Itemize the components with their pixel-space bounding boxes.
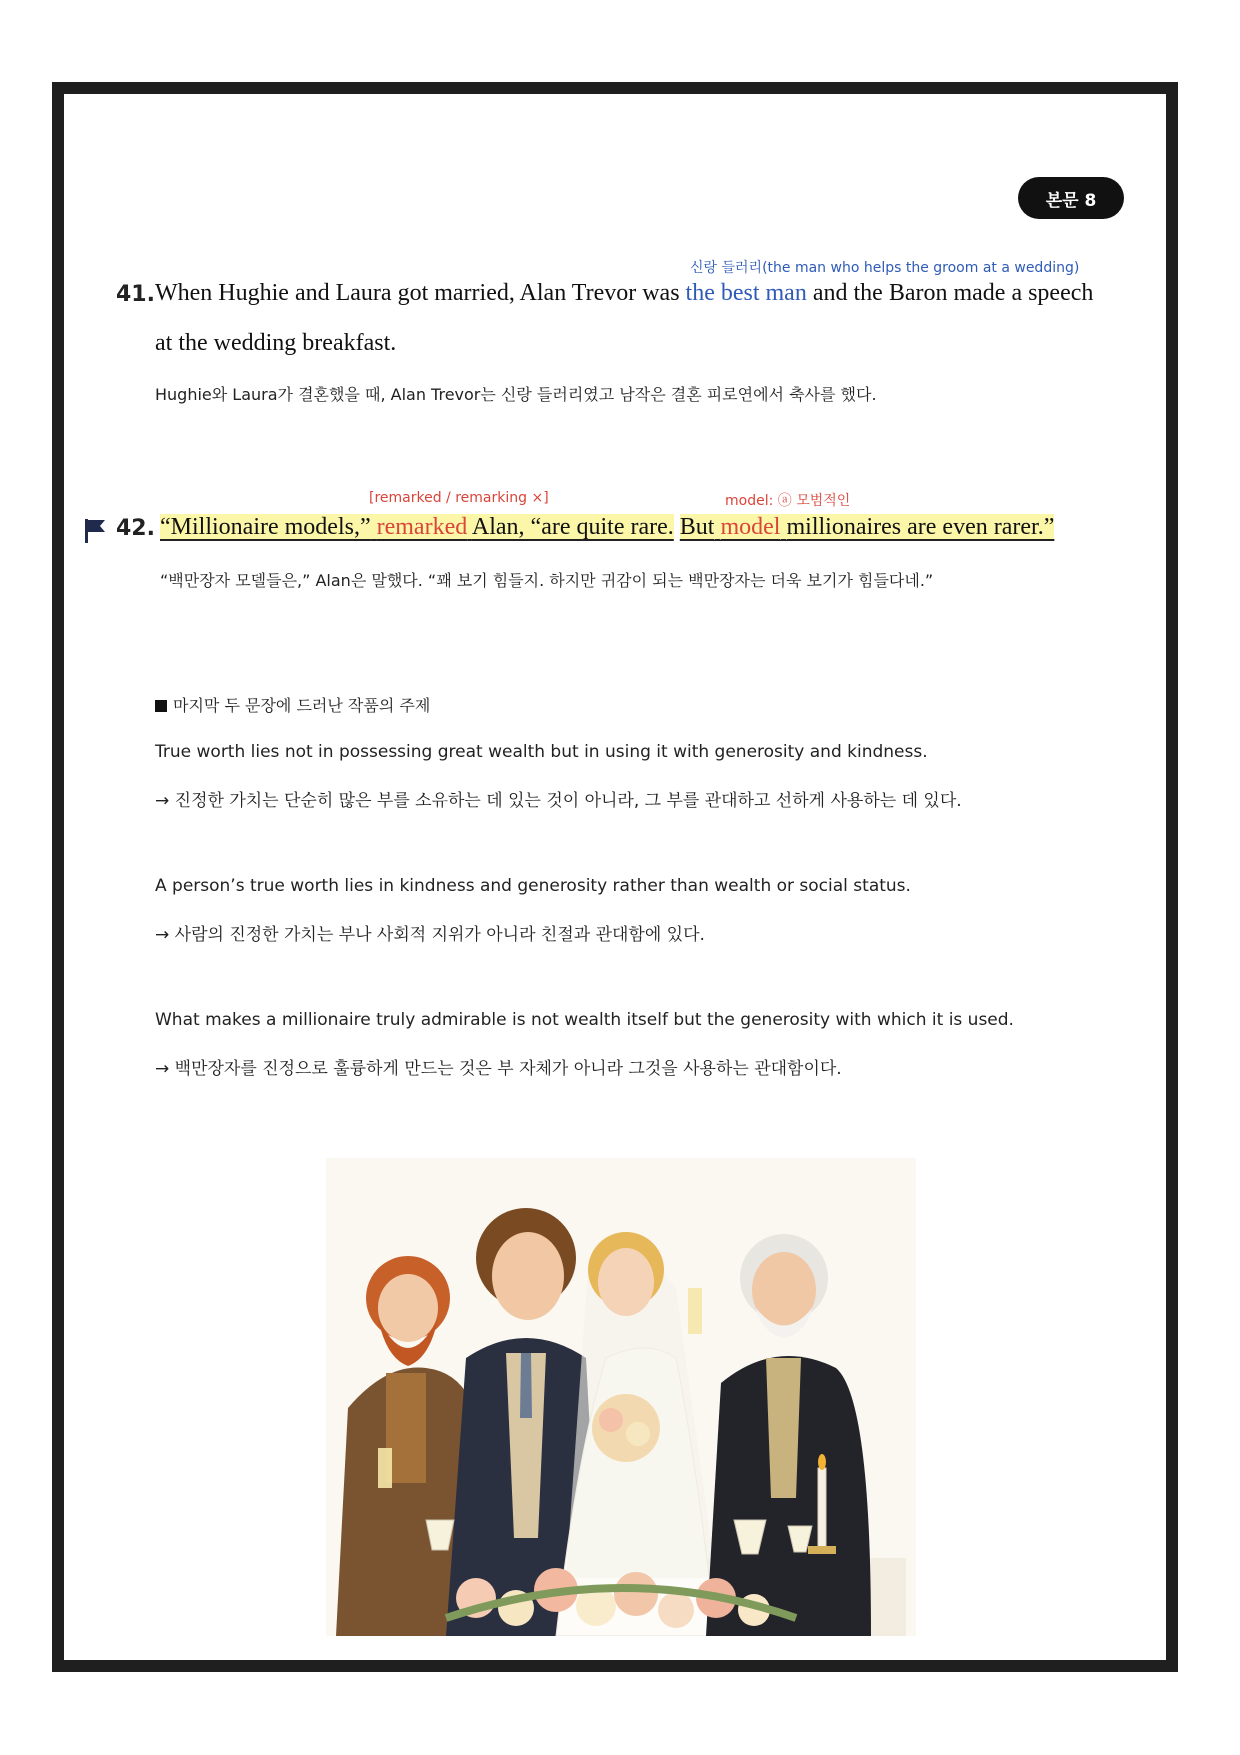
theme-heading-text: 마지막 두 문장에 드러난 작품의 주제 bbox=[173, 696, 431, 715]
section-badge: 본문 8 bbox=[1018, 177, 1124, 219]
question-41-number: 41. bbox=[116, 282, 155, 307]
theme-2-korean: → 사람의 진정한 가치는 부나 사회적 지위가 아니라 친절과 관대함에 있다. bbox=[155, 925, 705, 945]
theme-3-korean: → 백만장자를 진정으로 훌륭하게 만드는 것은 부 자체가 아니라 그것을 사용하는 관대함이다. bbox=[155, 1059, 842, 1079]
q42-part2: Alan, “are quite rare. bbox=[471, 514, 674, 540]
theme-1-korean: → 진정한 가치는 단순히 많은 부를 소유하는 데 있는 것이 아니라, 그 부를 관대하고 선하게 사용하는 데 있다. bbox=[155, 791, 962, 811]
best-man-phrase: the best man bbox=[685, 280, 807, 306]
best-man-annotation: 신랑 들러리(the man who helps the groom at a wedding) bbox=[690, 260, 1080, 276]
q41-line1-pre: When Hughie and Laura got married, Alan Trevor was bbox=[155, 280, 686, 306]
question-41-translation: Hughie와 Laura가 결혼했을 때, Alan Trevor는 신랑 들러리였고 남작은 결혼 피로연에서 축사를 했다. bbox=[155, 385, 877, 404]
question-42-translation: “백만장자 모델들은,” Alan은 말했다. “꽤 보기 힘들지. 하지만 귀감이 되는 백만장자는 더욱 보기가 힘들다네.” bbox=[160, 571, 934, 590]
question-42-number: 42. bbox=[116, 516, 155, 541]
square-bullet-icon bbox=[155, 700, 167, 712]
q41-line1-post: and the Baron made a speech bbox=[806, 280, 1094, 306]
remarked-annotation: [remarked / remarking ×] bbox=[369, 490, 549, 506]
question-41-line-1 bbox=[155, 280, 1093, 307]
theme-1-english: True worth lies not in possessing great wealth but in using it with generosity and kindness. bbox=[155, 742, 928, 762]
q42-part1: “Millionaire models,” bbox=[160, 514, 371, 540]
question-42-sentence bbox=[160, 514, 1054, 541]
q42-part3: But bbox=[679, 514, 715, 540]
theme-heading bbox=[155, 693, 430, 716]
wedding-illustration bbox=[326, 1158, 916, 1636]
model-annotation: model: ⓐ 모범적인 bbox=[725, 493, 851, 509]
remarked-word: remarked bbox=[376, 514, 468, 540]
theme-3-english: What makes a millionaire truly admirable is not wealth itself but the generosity with which it is used. bbox=[155, 1010, 1014, 1030]
model-word: model bbox=[720, 514, 781, 540]
theme-2-english: A person’s true worth lies in kindness and generosity rather than wealth or social status. bbox=[155, 876, 911, 896]
flag-icon bbox=[84, 518, 106, 544]
question-41-line-2: at the wedding breakfast. bbox=[155, 330, 397, 356]
q42-part4: millionaires are even rarer.” bbox=[786, 514, 1055, 540]
